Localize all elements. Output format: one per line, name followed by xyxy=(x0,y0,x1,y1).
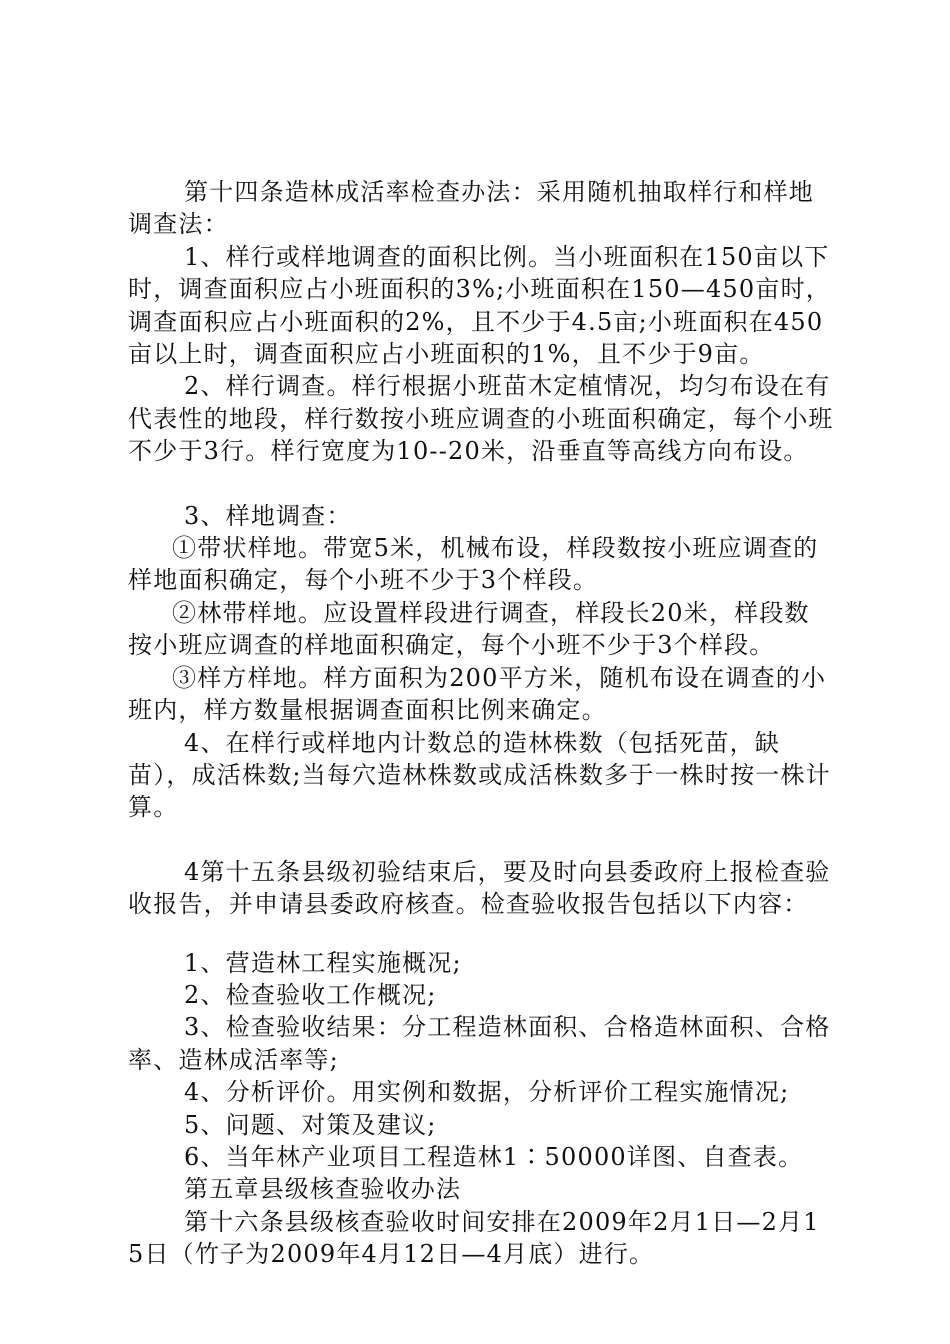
paragraph-report-4: 4、分析评价。用实例和数据，分析评价工程实施情况; xyxy=(184,1078,790,1107)
paragraph-sub-3: ③样方样地。样方面积为200平方米，随机布设在调查的小班内，样方数量根据调查面积比例来确定。 xyxy=(128,663,827,725)
paragraph-report-6: 6、当年林产业项目工程造林1∶50000详图、自查表。 xyxy=(184,1142,804,1171)
paragraph-spacer xyxy=(128,468,834,500)
paragraph-item-3: 3、样地调查： xyxy=(184,501,352,530)
paragraph-article-16: 第十六条县级核查验收时间安排在2009年2月1日—2月15日（竹子为2009年4月12日—4月底）进行。 xyxy=(128,1207,820,1269)
paragraph-spacer xyxy=(128,824,834,856)
paragraph-report-3: 3、检查验收结果：分工程造林面积、合格造林面积、合格率、造林成活率等; xyxy=(128,1013,831,1074)
paragraph-report-5: 5、问题、对策及建议; xyxy=(184,1110,437,1139)
chapter-heading: 第五章县级核查验收办法 xyxy=(184,1175,462,1204)
paragraph-sub-1: ①带状样地。带宽5米，机械布设，样段数按小班应调查的样地面积确定，每个小班不少于3个样段。 xyxy=(128,534,819,595)
document-body xyxy=(128,176,834,1271)
paragraph-article-15: 4第十五条县级初验结束后，要及时向县委政府上报检查验收报告，并申请县委政府核查。检查验收报告包括以下内容： xyxy=(128,857,831,919)
paragraph-item-2: 2、样行调查。样行根据小班苗木定植情况，均匀布设在有代表性的地段，样行数按小班应调查的小班面积确定，每个小班不少于3行。样行宽度为10--20米，沿垂直等高线方向布设。 xyxy=(128,372,834,466)
paragraph-report-1: 1、营造林工程实施概况; xyxy=(184,948,462,977)
paragraph-sub-2: ②林带样地。应设置样段进行调查，样段长20米，样段数按小班应调查的样地面积确定，每个小班不少于3个样段。 xyxy=(128,598,810,660)
paragraph-item-4: 4、在样行或样地内计数总的造林株数（包括死苗，缺苗），成活株数;当每穴造林株数或成活株数多于一株时按一株计算。 xyxy=(128,728,831,822)
paragraph-report-2: 2、检查验收工作概况; xyxy=(184,980,437,1009)
paragraph-item-1: 1、样行或样地调查的面积比例。当小班面积在150亩以下时，调查面积应占小班面积的3%;小班面积在150—450亩时，调查面积应占小班面积的2%，且不少于4.5亩;小班面积在450亩以上时，调查面积应占小班面积的1%，且不少于9亩。 xyxy=(128,242,831,369)
paragraph-article-14: 第十四条造林成活率检查办法：采用随机抽取样行和样地调查法： xyxy=(128,178,814,239)
paragraph-spacer xyxy=(128,921,834,947)
